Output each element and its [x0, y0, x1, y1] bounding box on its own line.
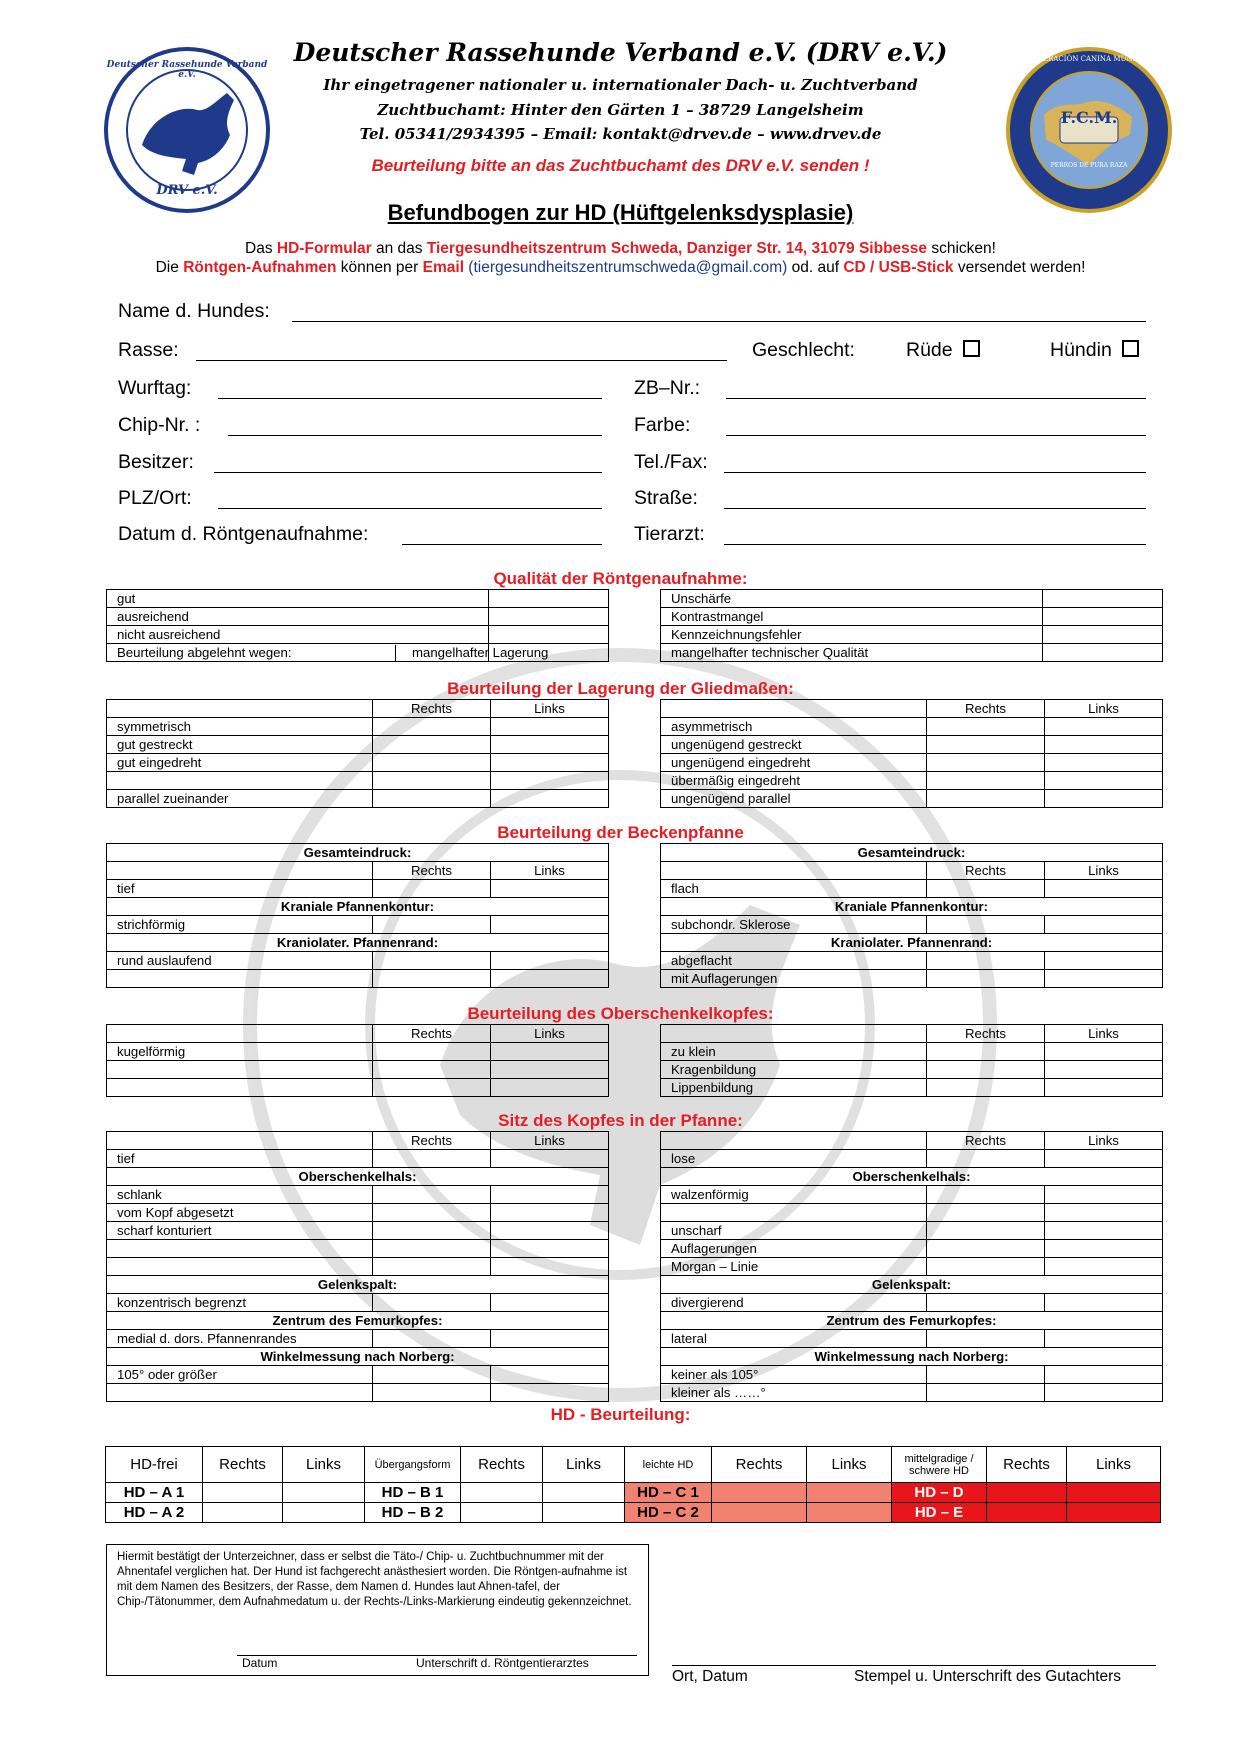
check-cell[interactable] — [1045, 1330, 1163, 1348]
label-geschlecht: Geschlecht: — [752, 339, 855, 361]
check-cell[interactable] — [491, 1204, 609, 1222]
ober-row — [107, 1079, 373, 1097]
col-links: Links — [1067, 1447, 1161, 1483]
check-cell[interactable] — [807, 1483, 892, 1503]
check-cell[interactable] — [491, 916, 609, 934]
check-cell[interactable] — [1045, 772, 1163, 790]
check-cell[interactable] — [1045, 1222, 1163, 1240]
check-cell[interactable] — [1045, 1043, 1163, 1061]
lagerung-row: asymmetrisch — [661, 718, 927, 736]
check-cell[interactable] — [927, 916, 1045, 934]
col-rechts: Rechts — [987, 1447, 1067, 1483]
wurftag-field[interactable] — [218, 398, 602, 399]
footer-stempel: Stempel u. Unterschrift des Gutachters — [854, 1668, 1122, 1685]
strasse-field[interactable] — [724, 508, 1146, 509]
check-cell[interactable] — [1045, 952, 1163, 970]
check-cell[interactable] — [491, 1330, 609, 1348]
check-cell[interactable] — [927, 1366, 1045, 1384]
check-cell[interactable] — [489, 626, 609, 644]
farbe-field[interactable] — [726, 435, 1146, 436]
becken-kraniolat-header: Kraniolater. Pfannenrand: — [661, 934, 1163, 952]
sitz-row: walzenförmig — [661, 1186, 927, 1204]
instruction-line-2: Die Röntgen-Aufnahmen können per Email (tiergesundheitszentrumschweda@gmail.com) od. auf CD / USB-Stick versendet werden! — [155, 259, 1086, 276]
hd-grade: HD – A 1 — [106, 1483, 203, 1503]
check-cell[interactable] — [373, 1258, 491, 1276]
lagerung-row: parallel zueinander — [107, 790, 373, 808]
sitz-spalt-header: Gelenkspalt: — [107, 1276, 609, 1294]
sitz-hals-header: Oberschenkelhals: — [661, 1168, 1163, 1186]
drv-logo-text: Deutscher Rassehunde Verband e.V. — [106, 60, 268, 80]
page-title: Befundbogen zur HD (Hüftgelenksdysplasie) — [387, 200, 854, 225]
qualitaet-row: mangelhafter technischer Qualität — [661, 644, 1043, 662]
sitz-hals-header: Oberschenkelhals: — [107, 1168, 609, 1186]
lagerung-row: übermäßig eingedreht — [661, 772, 927, 790]
check-cell[interactable] — [491, 970, 609, 988]
col-rechts: Rechts — [203, 1447, 283, 1483]
sitz-row: medial d. dors. Pfannenrandes — [107, 1330, 373, 1348]
check-cell[interactable] — [373, 772, 491, 790]
label-datum: Datum d. Röntgenaufnahme: — [118, 523, 369, 545]
check-cell[interactable] — [927, 952, 1045, 970]
check-cell[interactable] — [807, 1503, 892, 1523]
plz-field[interactable] — [218, 508, 602, 509]
check-cell[interactable] — [987, 1483, 1067, 1503]
col-rechts: Rechts — [373, 1025, 491, 1043]
label-farbe: Farbe: — [634, 414, 691, 436]
check-cell[interactable] — [489, 590, 609, 608]
col-rechts: Rechts — [927, 1132, 1045, 1150]
check-cell[interactable] — [1045, 1061, 1163, 1079]
sitz-winkel-header: Winkelmessung nach Norberg: — [107, 1348, 609, 1366]
fcm-logo-bottom: PERROS DE PURA RAZA — [1050, 162, 1128, 169]
check-cell[interactable] — [1043, 626, 1163, 644]
check-cell[interactable] — [927, 1330, 1045, 1348]
lagerung-row: gut gestreckt — [107, 736, 373, 754]
label-besitzer: Besitzer: — [118, 451, 194, 473]
check-cell[interactable] — [1045, 916, 1163, 934]
becken-kranial-header: Kraniale Pfannenkontur: — [107, 898, 609, 916]
certification-box — [106, 1544, 649, 1676]
check-cell[interactable] — [927, 772, 1045, 790]
sitz-row: kleiner als ……° — [661, 1384, 927, 1402]
check-cell[interactable] — [1045, 718, 1163, 736]
sitz-row: vom Kopf abgesetzt — [107, 1204, 373, 1222]
becken-gesamt-header: Gesamteindruck: — [107, 844, 609, 862]
label-rasse: Rasse: — [118, 339, 179, 361]
check-cell[interactable] — [543, 1483, 625, 1503]
check-cell[interactable] — [1045, 970, 1163, 988]
sitz-zentrum-header: Zentrum des Femurkopfes: — [661, 1312, 1163, 1330]
hd-grade: HD – E — [892, 1503, 987, 1523]
drv-logo-bottom: DRV e.V. — [156, 183, 218, 198]
becken-row: abgeflacht — [661, 952, 927, 970]
becken-row: subchondr. Sklerose — [661, 916, 927, 934]
name-field[interactable] — [292, 321, 1146, 322]
chip-field[interactable] — [228, 435, 602, 436]
section-becken: Beurteilung der Beckenpfanne — [497, 823, 744, 842]
check-cell[interactable] — [1045, 1258, 1163, 1276]
becken-row: tief — [107, 880, 373, 898]
qualitaet-right-table — [660, 589, 1163, 662]
check-cell[interactable] — [1045, 1294, 1163, 1312]
ruede-checkbox[interactable] — [963, 340, 980, 357]
check-cell[interactable] — [373, 1043, 491, 1061]
col-links: Links — [283, 1447, 365, 1483]
hd-grade: HD – C 1 — [625, 1483, 712, 1503]
check-cell[interactable] — [1045, 736, 1163, 754]
col-rechts: Rechts — [712, 1447, 807, 1483]
footer-ort-datum: Ort, Datum — [672, 1668, 748, 1685]
check-cell[interactable] — [373, 1240, 491, 1258]
gutachter-signature-line[interactable] — [672, 1665, 1156, 1666]
check-cell[interactable] — [927, 1204, 1045, 1222]
check-cell[interactable] — [461, 1503, 543, 1523]
sitz-row: lateral — [661, 1330, 927, 1348]
label-zbnr: ZB–Nr.: — [634, 377, 701, 399]
label-strasse: Straße: — [634, 487, 698, 509]
col-rechts: Rechts — [373, 862, 491, 880]
sitz-row: unscharf — [661, 1222, 927, 1240]
label-name: Name d. Hundes: — [118, 300, 270, 322]
sitz-winkel-header: Winkelmessung nach Norberg: — [661, 1348, 1163, 1366]
check-cell[interactable] — [491, 1043, 609, 1061]
check-cell[interactable] — [1045, 1079, 1163, 1097]
check-cell[interactable] — [203, 1483, 283, 1503]
check-cell[interactable] — [491, 1061, 609, 1079]
col-rechts: Rechts — [927, 1025, 1045, 1043]
check-cell[interactable] — [461, 1483, 543, 1503]
col-links: Links — [543, 1447, 625, 1483]
becken-kraniolat-header: Kraniolater. Pfannenrand: — [107, 934, 609, 952]
org-name: Deutscher Rassehunde Verband e.V. (DRV e.V.) — [293, 38, 948, 67]
check-cell[interactable] — [927, 1222, 1045, 1240]
label-wurftag: Wurftag: — [118, 377, 192, 399]
sitz-row: scharf konturiert — [107, 1222, 373, 1240]
sitz-row: lose — [661, 1150, 927, 1168]
certification-text: Hiermit bestätigt der Unterzeichner, dass er selbst die Täto-/ Chip- u. Zuchtbuchnummer mit der Ahnentafel verglichen hat. Der Hund ist fachgerecht anästhesiert worden. Die Röntgen-aufnahme ist mit dem Namen des Besitzers, der Rasse, dem Namen d. Hundes laut Ahnen-tafel, der Chip-/Tätonummer, dem Aufnahmedatum u. der Rechts-/Links-Markierung eindeutig gekennzeichnet. — [117, 1551, 632, 1608]
col-rechts: Rechts — [461, 1447, 543, 1483]
col-links: Links — [1045, 1132, 1163, 1150]
check-cell[interactable] — [373, 1150, 491, 1168]
check-cell[interactable] — [373, 1204, 491, 1222]
sitz-row: Auflagerungen — [661, 1240, 927, 1258]
col-rechts: Rechts — [373, 700, 491, 718]
col-links: Links — [491, 700, 609, 718]
check-cell[interactable] — [1045, 1204, 1163, 1222]
huendin-option[interactable]: Hündin — [1050, 339, 1139, 362]
ober-row — [107, 1061, 373, 1079]
sitz-left-table — [106, 1131, 609, 1402]
qualitaet-row: Kennzeichnungsfehler — [661, 626, 1043, 644]
check-cell[interactable] — [1045, 880, 1163, 898]
ruede-option[interactable]: Rüde — [906, 339, 980, 362]
check-cell[interactable] — [927, 1258, 1045, 1276]
check-cell[interactable] — [927, 1186, 1045, 1204]
col-rechts: Rechts — [927, 862, 1045, 880]
check-cell[interactable] — [373, 736, 491, 754]
zbnr-field[interactable] — [726, 398, 1146, 399]
check-cell[interactable] — [491, 952, 609, 970]
ober-row: kugelförmig — [107, 1043, 373, 1061]
check-cell[interactable] — [927, 718, 1045, 736]
sitz-row: 105° oder größer — [107, 1366, 373, 1384]
check-cell[interactable] — [927, 1043, 1045, 1061]
sitz-row — [661, 1204, 927, 1222]
check-cell[interactable] — [927, 754, 1045, 772]
hd-uebergang-header: Übergangsform — [365, 1447, 461, 1483]
check-cell[interactable] — [1043, 644, 1163, 662]
check-cell[interactable] — [491, 1258, 609, 1276]
ober-row: Kragenbildung — [661, 1061, 927, 1079]
org-subtitle: Ihr eingetragener nationaler u. internationaler Dach- u. Zuchtverband — [323, 76, 918, 94]
huendin-checkbox[interactable] — [1122, 340, 1139, 357]
fcm-logo-center: F.C.M. — [1060, 108, 1118, 127]
check-cell[interactable] — [1045, 1240, 1163, 1258]
check-cell[interactable] — [927, 1079, 1045, 1097]
check-cell[interactable] — [373, 1384, 491, 1402]
datum-field[interactable] — [402, 544, 602, 545]
col-rechts: Rechts — [927, 700, 1045, 718]
tierarzt-field[interactable] — [724, 544, 1146, 545]
ober-left-table — [106, 1024, 609, 1097]
section-ober: Beurteilung des Oberschenkelkopfes: — [467, 1004, 774, 1023]
check-cell[interactable] — [927, 1240, 1045, 1258]
becken-row: rund auslaufend — [107, 952, 373, 970]
check-cell[interactable] — [491, 1240, 609, 1258]
check-cell[interactable] — [712, 1483, 807, 1503]
check-cell[interactable] — [1045, 1384, 1163, 1402]
besitzer-field[interactable] — [214, 472, 602, 473]
check-cell[interactable] — [927, 1061, 1045, 1079]
col-links: Links — [491, 1025, 609, 1043]
check-cell[interactable] — [373, 1061, 491, 1079]
hd-leicht-header: leichte HD — [625, 1447, 712, 1483]
check-cell[interactable] — [373, 1366, 491, 1384]
lagerung-right-table — [660, 699, 1163, 808]
check-cell[interactable] — [927, 880, 1045, 898]
org-contact: Tel. 05341/2934395 – Email: kontakt@drvev.de – www.drvev.de — [359, 125, 882, 143]
becken-gesamt-header: Gesamteindruck: — [661, 844, 1163, 862]
check-cell[interactable] — [373, 718, 491, 736]
becken-kranial-header: Kraniale Pfannenkontur: — [661, 898, 1163, 916]
ober-right-table — [660, 1024, 1163, 1097]
check-cell[interactable] — [283, 1483, 365, 1503]
hd-grade: HD – B 2 — [365, 1503, 461, 1523]
check-cell[interactable] — [373, 1294, 491, 1312]
check-cell[interactable] — [491, 1150, 609, 1168]
check-cell[interactable] — [203, 1503, 283, 1523]
check-cell[interactable] — [1045, 1186, 1163, 1204]
send-notice: Beurteilung bitte an das Zuchtbuchamt des DRV e.V. senden ! — [371, 156, 870, 175]
hd-table — [105, 1446, 1161, 1523]
lagerung-row: ungenügend gestreckt — [661, 736, 927, 754]
section-sitz: Sitz des Kopfes in der Pfanne: — [498, 1111, 743, 1130]
becken-row: flach — [661, 880, 927, 898]
check-cell[interactable] — [1045, 790, 1163, 808]
hd-grade: HD – D — [892, 1483, 987, 1503]
check-cell[interactable] — [373, 790, 491, 808]
check-cell[interactable] — [491, 1186, 609, 1204]
check-cell[interactable] — [491, 718, 609, 736]
lagerung-left-table — [106, 699, 609, 808]
col-links: Links — [491, 1132, 609, 1150]
col-links: Links — [1045, 1025, 1163, 1043]
check-cell[interactable] — [373, 754, 491, 772]
check-cell[interactable] — [373, 1079, 491, 1097]
col-rechts: Rechts — [373, 1132, 491, 1150]
lagerung-row: ungenügend eingedreht — [661, 754, 927, 772]
sitz-row: divergierend — [661, 1294, 927, 1312]
becken-right-table — [660, 843, 1163, 988]
lagerung-row: ungenügend parallel — [661, 790, 927, 808]
sitz-row: konzentrisch begrenzt — [107, 1294, 373, 1312]
check-cell[interactable] — [491, 790, 609, 808]
check-cell[interactable] — [373, 1330, 491, 1348]
check-cell[interactable] — [491, 736, 609, 754]
lagerung-row — [107, 772, 373, 790]
sitz-row: schlank — [107, 1186, 373, 1204]
col-links: Links — [807, 1447, 892, 1483]
check-cell[interactable] — [1045, 1366, 1163, 1384]
becken-row: mit Auflagerungen — [661, 970, 927, 988]
hd-grade: HD – B 1 — [365, 1483, 461, 1503]
qualitaet-row: nicht ausreichend — [107, 626, 489, 644]
check-cell[interactable] — [373, 952, 491, 970]
check-cell[interactable] — [489, 608, 609, 626]
check-cell[interactable] — [543, 1503, 625, 1523]
label-tierarzt: Tierarzt: — [634, 523, 705, 545]
check-cell[interactable] — [491, 754, 609, 772]
section-lagerung: Beurteilung der Lagerung der Gliedmaßen: — [447, 679, 794, 698]
check-cell[interactable] — [373, 970, 491, 988]
label-telfax: Tel./Fax: — [634, 451, 708, 473]
org-address: Zuchtbuchamt: Hinter den Gärten 1 – 38729 Langelsheim — [377, 101, 864, 119]
check-cell[interactable] — [491, 880, 609, 898]
becken-left-table — [106, 843, 609, 988]
instruction-line-1: Das HD-Formular an das Tiergesundheitszentrum Schweda, Danziger Str. 14, 31079 Sibbesse schicken! — [245, 240, 996, 257]
sitz-row: tief — [107, 1150, 373, 1168]
check-cell[interactable] — [1045, 1150, 1163, 1168]
section-hd: HD - Beurteilung: — [550, 1405, 691, 1424]
check-cell[interactable] — [491, 1366, 609, 1384]
label-chip: Chip-Nr. : — [118, 414, 201, 436]
check-cell[interactable] — [1043, 590, 1163, 608]
col-links: Links — [491, 862, 609, 880]
lagerung-row: gut eingedreht — [107, 754, 373, 772]
sitz-spalt-header: Gelenkspalt: — [661, 1276, 1163, 1294]
ober-row: Lippenbildung — [661, 1079, 927, 1097]
check-cell[interactable] — [491, 1294, 609, 1312]
check-cell[interactable] — [373, 916, 491, 934]
check-cell[interactable] — [491, 1384, 609, 1402]
qualitaet-abgelehnt: Beurteilung abgelehnt wegen: mangelhafter Lagerung — [107, 644, 489, 662]
fcm-logo-ring: FEDERACIÓN CANINA MUNDIAL — [1027, 55, 1151, 63]
check-cell[interactable] — [1045, 754, 1163, 772]
becken-row — [107, 970, 373, 988]
check-cell[interactable] — [927, 970, 1045, 988]
col-links: Links — [1045, 862, 1163, 880]
check-cell[interactable] — [1043, 608, 1163, 626]
telfax-field[interactable] — [724, 472, 1146, 473]
qualitaet-row: Kontrastmangel — [661, 608, 1043, 626]
becken-row: strichförmig — [107, 916, 373, 934]
rasse-field[interactable] — [196, 360, 727, 361]
sitz-row: Morgan – Linie — [661, 1258, 927, 1276]
check-cell[interactable] — [927, 1150, 1045, 1168]
check-cell[interactable] — [1067, 1483, 1161, 1503]
check-cell[interactable] — [373, 1222, 491, 1240]
check-cell[interactable] — [373, 1186, 491, 1204]
hd-frei-header: HD-frei — [106, 1447, 203, 1483]
check-cell[interactable] — [1067, 1503, 1161, 1523]
label-plz: PLZ/Ort: — [118, 487, 192, 509]
check-cell[interactable] — [283, 1503, 365, 1523]
ober-row: zu klein — [661, 1043, 927, 1061]
sitz-row — [107, 1384, 373, 1402]
sitz-right-table — [660, 1131, 1163, 1402]
qualitaet-row: gut — [107, 590, 489, 608]
hd-schwer-header: mittelgradige / schwere HD — [892, 1447, 987, 1483]
check-cell[interactable] — [373, 880, 491, 898]
cert-datum-label: Datum — [242, 1656, 278, 1670]
hd-grade: HD – C 2 — [625, 1503, 712, 1523]
sitz-row — [107, 1240, 373, 1258]
qualitaet-left-table — [106, 589, 609, 662]
qualitaet-row: Unschärfe — [661, 590, 1043, 608]
check-cell[interactable] — [927, 736, 1045, 754]
check-cell[interactable] — [491, 1222, 609, 1240]
check-cell[interactable] — [491, 772, 609, 790]
sitz-zentrum-header: Zentrum des Femurkopfes: — [107, 1312, 609, 1330]
hd-grade: HD – A 2 — [106, 1503, 203, 1523]
lagerung-row: symmetrisch — [107, 718, 373, 736]
check-cell[interactable] — [927, 1384, 1045, 1402]
sitz-row — [107, 1258, 373, 1276]
section-qualitaet: Qualität der Röntgenaufnahme: — [493, 569, 748, 588]
check-cell[interactable] — [987, 1503, 1067, 1523]
check-cell[interactable] — [491, 1079, 609, 1097]
check-cell[interactable] — [927, 790, 1045, 808]
check-cell[interactable] — [927, 1294, 1045, 1312]
sitz-row: keiner als 105° — [661, 1366, 927, 1384]
col-links: Links — [1045, 700, 1163, 718]
qualitaet-row: ausreichend — [107, 608, 489, 626]
cert-unterschrift-label: Unterschrift d. Röntgentierarztes — [416, 1656, 589, 1670]
check-cell[interactable] — [712, 1503, 807, 1523]
